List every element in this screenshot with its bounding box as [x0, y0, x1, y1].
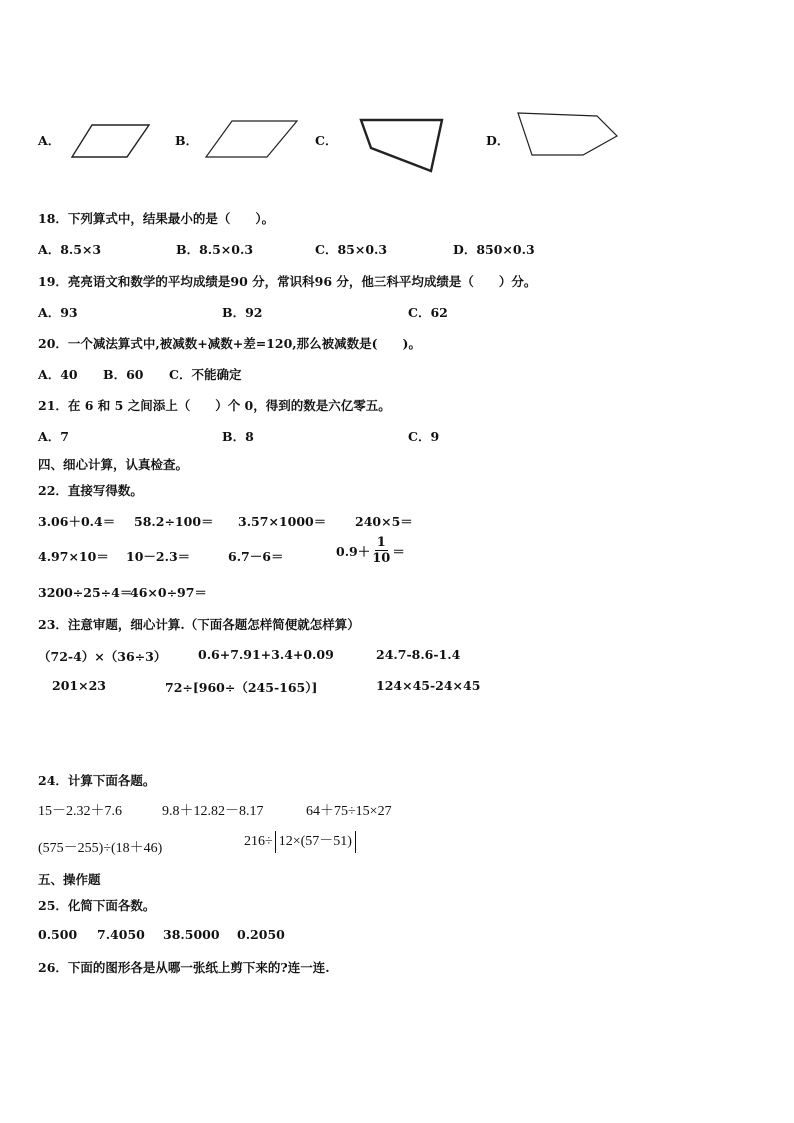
q17-option-d-label: D． [486, 133, 510, 148]
parallelogram-b-shape [204, 118, 300, 160]
q18-question: 18．下列算式中，结果最小的是（ ）。 [38, 211, 275, 226]
bracket-expression-inner: 12×(57－51) [275, 831, 356, 853]
fraction-prefix: 0.9＋ [336, 543, 371, 559]
q22-r1-item2: 58.2÷100＝ [134, 514, 214, 529]
q25-number-4: 0.2050 [237, 927, 285, 942]
q24-r1-item2: 9.8＋12.82－8.17 [162, 804, 264, 819]
q22-title: 22．直接写得数。 [38, 483, 143, 498]
q22-r1-item3: 3.57×1000＝ [238, 514, 327, 529]
q23-title: 23．注意审题，细心计算.（下面各题怎样简便就怎样算） [38, 617, 360, 632]
q22-r2-item1: 4.97×10＝ [38, 549, 109, 564]
q25-title: 25．化简下面各数。 [38, 898, 156, 913]
q24-r1-item1: 15－2.32＋7.6 [38, 804, 122, 819]
q24-r2-item1: (575－255)÷(18＋46) [38, 841, 163, 856]
quadrilateral-c-shape [358, 117, 448, 175]
q19-question: 19．亮亮语文和数学的平均成绩是90 分，常识科96 分，他三科平均成绩是（ ）分。 [38, 274, 537, 289]
q24-r1-item3: 64＋75÷15×27 [306, 804, 392, 819]
q22-r1-item4: 240×5＝ [355, 514, 413, 529]
bracket-expression-prefix: 216÷ [244, 834, 273, 849]
fraction-denominator: 10 [372, 551, 391, 566]
q20-option-b: B．60 [103, 367, 144, 382]
q25-number-2: 7.4050 [97, 927, 145, 942]
parallelogram-a-shape [70, 122, 152, 160]
q19-option-c: C．62 [408, 305, 448, 320]
fraction-suffix: ＝ [392, 543, 405, 559]
q18-option-c: C．85×0.3 [315, 242, 388, 257]
q23-r1-item3: 24.7-8.6-1.4 [376, 647, 461, 662]
q23-r2-item3: 124×45-24×45 [376, 678, 481, 693]
q18-option-d: D．850×0.3 [453, 242, 535, 257]
q21-question: 21．在 6 和 5 之间添上（ ）个 0，得到的数是六亿零五。 [38, 398, 391, 413]
q24-title: 24．计算下面各题。 [38, 773, 156, 788]
q24-r2-item2 [244, 831, 356, 853]
q19-option-b: B．92 [222, 305, 263, 320]
q22-r2-item3: 6.7－6＝ [228, 549, 284, 564]
q22-r2-item2: 10－2.3＝ [126, 549, 191, 564]
q22-r2-fraction-expression [336, 536, 405, 565]
q22-r1-item1: 3.06＋0.4＝ [38, 514, 116, 529]
q20-option-c: C．不能确定 [169, 367, 242, 382]
q23-r2-item2: 72÷[960÷（245-165）] [165, 680, 318, 695]
pentagon-d-shape [515, 110, 621, 160]
q18-option-b: B．8.5×0.3 [176, 242, 254, 257]
q25-number-1: 0.500 [38, 927, 78, 942]
q23-r2-item1: 201×23 [52, 678, 106, 693]
fraction-one-tenth [372, 536, 390, 565]
q23-r1-item2: 0.6+7.91+3.4+0.09 [198, 647, 334, 662]
q17-option-b-label: B． [175, 133, 199, 148]
q23-r1-item1: （72-4）×（36÷3） [38, 649, 167, 664]
q21-option-b: B．8 [222, 429, 254, 444]
q18-option-a: A．8.5×3 [38, 242, 102, 257]
q20-option-a: A．40 [38, 367, 78, 382]
q17-option-c-label: C． [315, 133, 338, 148]
q21-option-c: C．9 [408, 429, 440, 444]
q21-option-a: A．7 [38, 429, 69, 444]
q25-number-3: 38.5000 [163, 927, 220, 942]
fraction-numerator: 1 [376, 535, 386, 550]
q17-option-a-label: A． [38, 133, 61, 148]
q22-r3-item1: 3200÷25÷4＝ [38, 585, 133, 600]
section-five-title: 五、操作题 [38, 872, 101, 887]
q26-title: 26．下面的图形各是从哪一张纸上剪下来的?连一连. [38, 960, 330, 975]
q20-question: 20．一个减法算式中,被减数+减数+差=120,那么被减数是( )。 [38, 336, 421, 351]
section-four-title: 四、细心计算，认真检查。 [38, 457, 189, 472]
q19-option-a: A．93 [38, 305, 78, 320]
q22-r3-item2: 46×0÷97＝ [130, 585, 207, 600]
